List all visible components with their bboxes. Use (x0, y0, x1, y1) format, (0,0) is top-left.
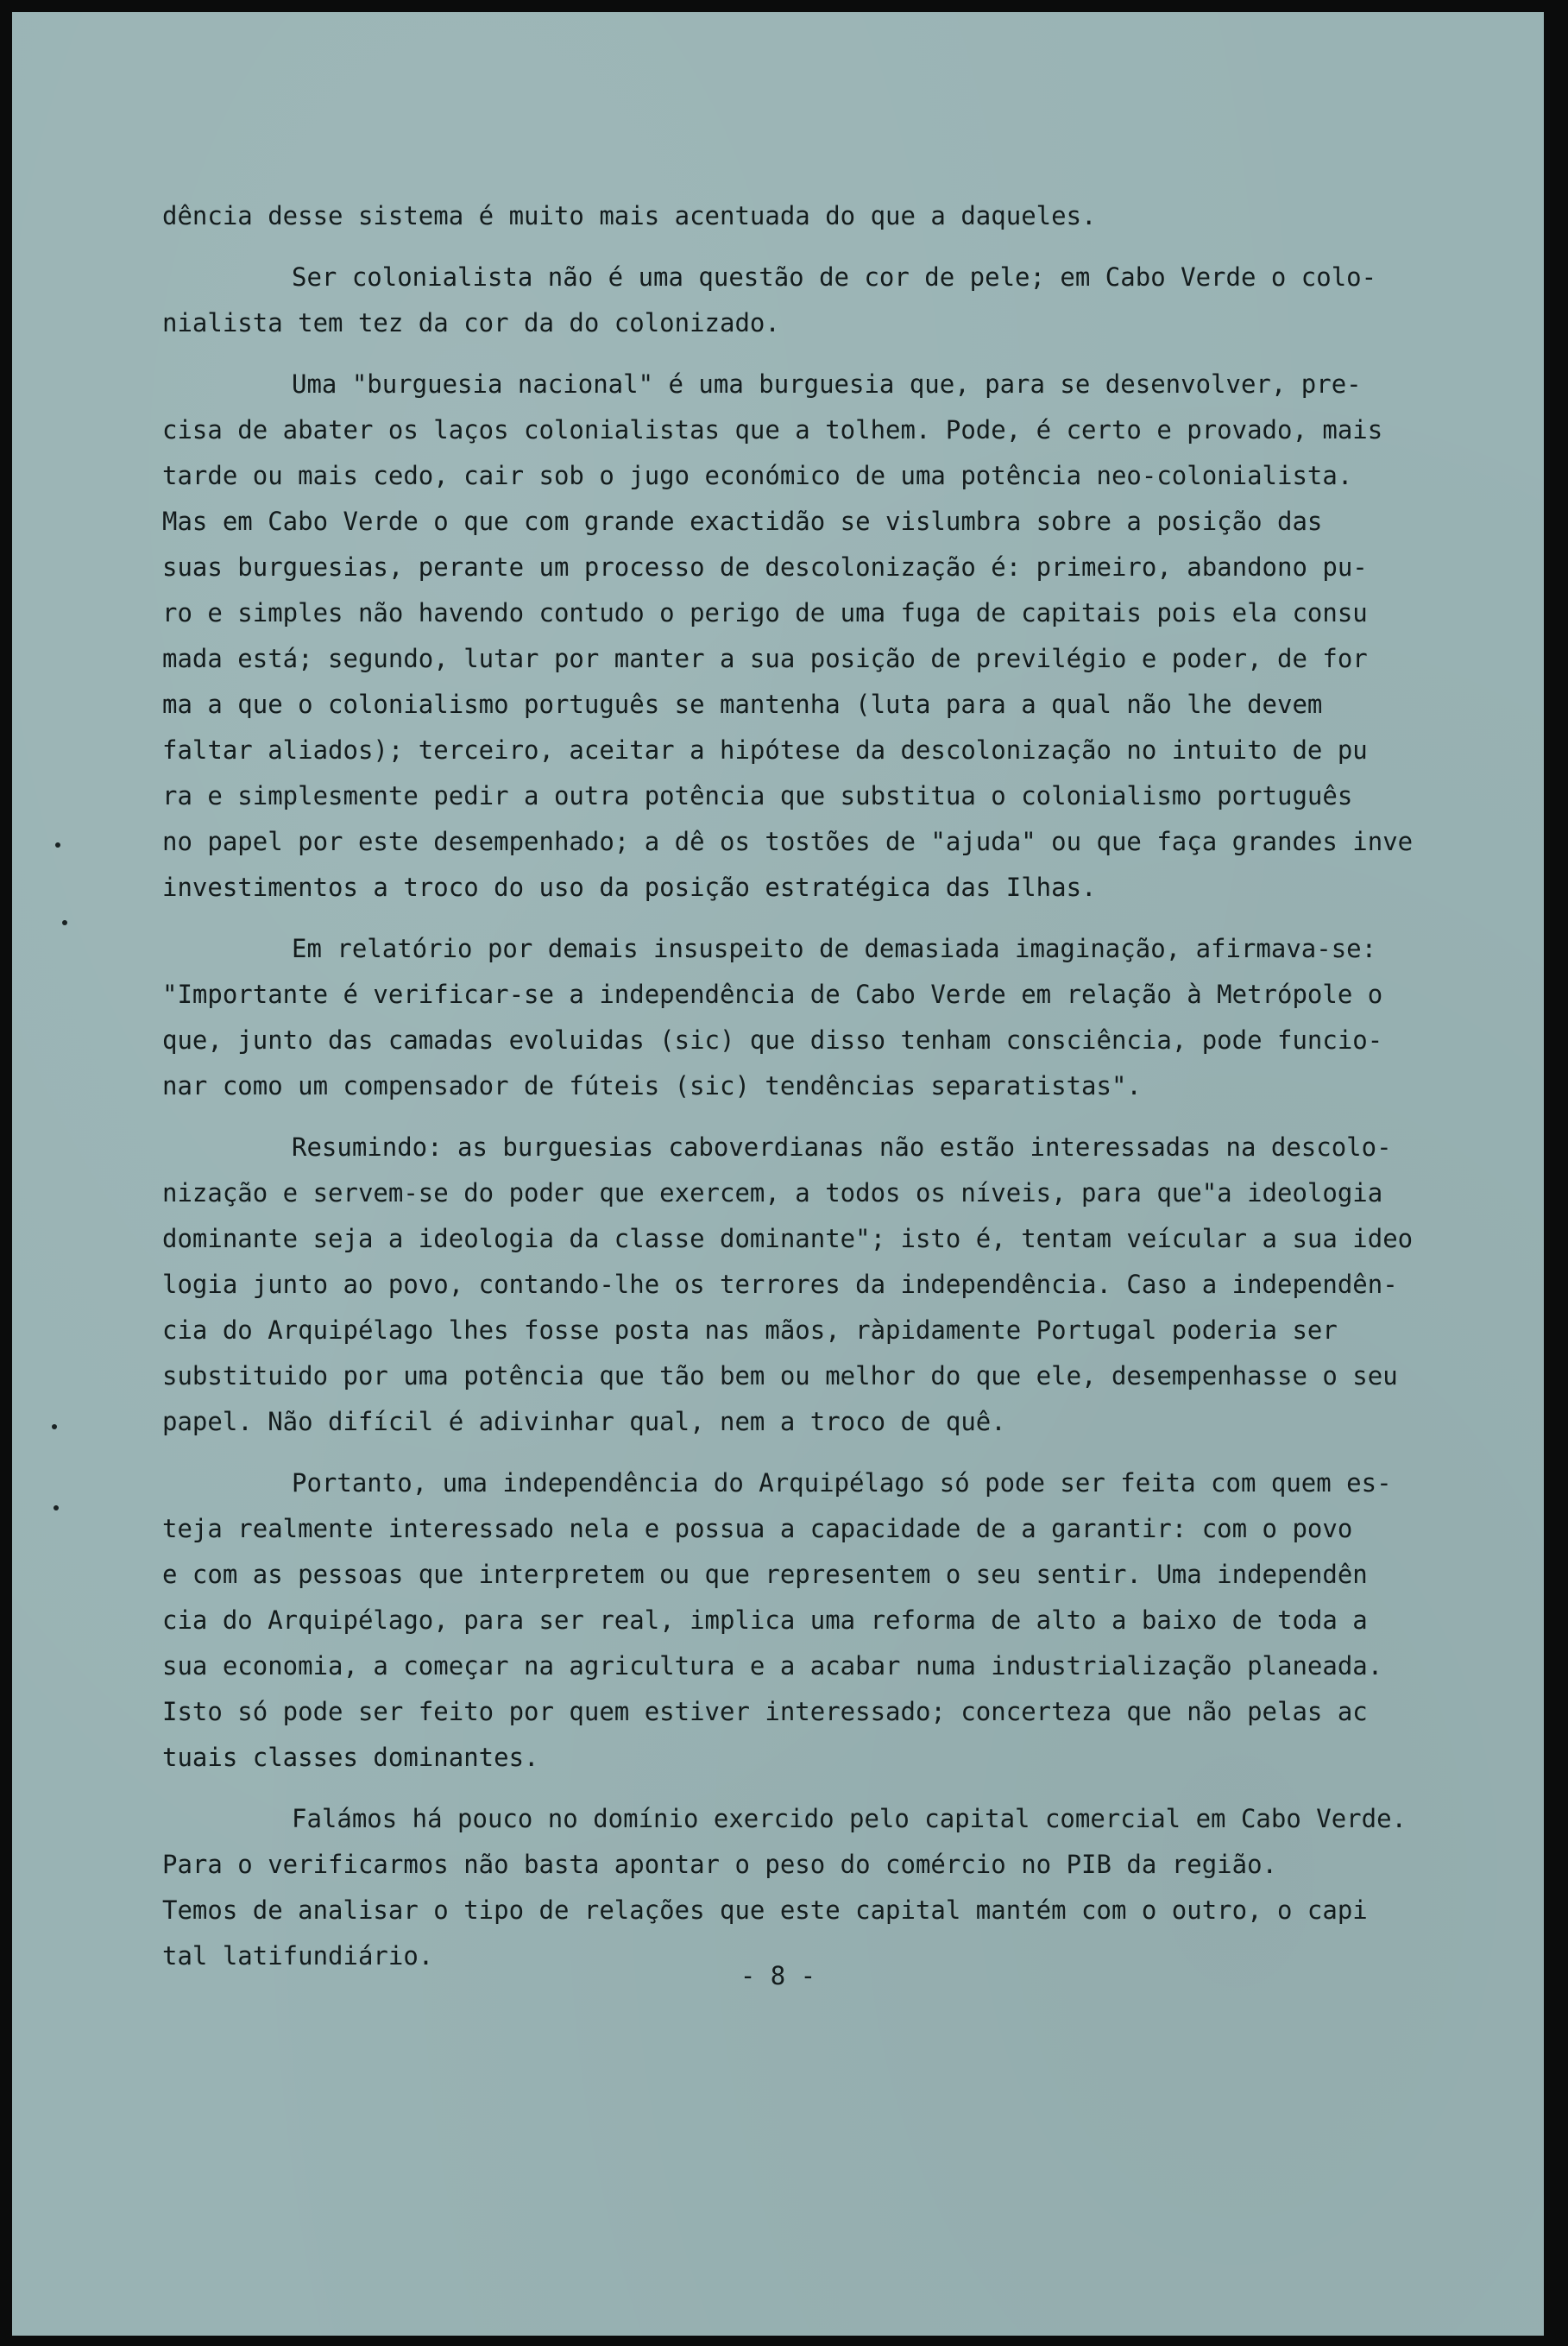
typed-page (12, 12, 1544, 2336)
text-line: cia do Arquipélago lhes fosse posta nas mãos, ràpidamente Portugal poderia ser (162, 1315, 1338, 1345)
margin-speck (55, 842, 60, 848)
margin-speck (62, 920, 67, 925)
text-line: teja realmente interessado nela e possua a capacidade de a garantir: com o povo (162, 1514, 1353, 1543)
text-line: Temos de analisar o tipo de relações que este capital mantém com o outro, o capi (162, 1895, 1368, 1925)
text-line: "Importante é verificar-se a independência de Cabo Verde em relação à Metrópole o (162, 980, 1383, 1009)
text-line: logia junto ao povo, contando-lhe os terrores da independência. Caso a independên- (162, 1270, 1398, 1299)
text-line: Uma "burguesia nacional" é uma burguesia que, para se desenvolver, pre- (292, 369, 1362, 399)
margin-speck (54, 1505, 59, 1510)
text-line: dência desse sistema é muito mais acentuada do que a daqueles. (162, 201, 1097, 230)
text-line: dominante seja a ideologia da classe dominante"; isto é, tentam veícular a sua ideo (162, 1224, 1414, 1253)
text-line: sua economia, a começar na agricultura e a acabar numa industrialização planeada. (162, 1651, 1383, 1681)
text-line: ra e simplesmente pedir a outra potência que substitua o colonialismo português (162, 781, 1353, 810)
text-line: tarde ou mais cedo, cair sob o jugo económico de uma potência neo-colonialista. (162, 461, 1353, 490)
text-line: papel. Não difícil é adivinhar qual, nem a troco de quê. (162, 1407, 1006, 1436)
text-line: tal latifundiário. (162, 1941, 434, 1971)
text-line: Mas em Cabo Verde o que com grande exactidão se vislumbra sobre a posição das (162, 507, 1323, 536)
margin-speck (52, 1424, 57, 1429)
text-line: Em relatório por demais insuspeito de demasiada imaginação, afirmava-se: (292, 934, 1377, 963)
text-line: nização e servem-se do poder que exercem, a todos os níveis, para que"a ideologia (162, 1178, 1383, 1208)
text-line: mada está; segundo, lutar por manter a sua posição de previlégio e poder, de for (162, 644, 1368, 673)
text-line: Resumindo: as burguesias caboverdianas não estão interessadas na descolo- (292, 1132, 1392, 1162)
text-line: faltar aliados); terceiro, aceitar a hipótese da descolonização no intuito de pu (162, 735, 1368, 765)
text-line: Ser colonialista não é uma questão de cor de pele; em Cabo Verde o colo- (292, 262, 1377, 292)
text-line: Para o verificarmos não basta apontar o peso do comércio no PIB da região. (162, 1850, 1278, 1879)
text-line: ma a que o colonialismo português se mantenha (luta para a qual não lhe devem (162, 690, 1323, 719)
text-line: no papel por este desempenhado; a dê os tostões de "ajuda" ou que faça grandes inve (162, 827, 1414, 856)
text-line: cia do Arquipélago, para ser real, implica uma reforma de alto a baixo de toda a (162, 1605, 1368, 1635)
document-body (162, 193, 1457, 1979)
text-line: que, junto das camadas evoluidas (sic) que disso tenham consciência, pode funcio- (162, 1025, 1383, 1055)
text-line: suas burguesias, perante um processo de descolonização é: primeiro, abandono pu- (162, 552, 1368, 582)
text-line: nar como um compensador de fúteis (sic) tendências separatistas". (162, 1071, 1142, 1100)
text-line: Falámos há pouco no domínio exercido pelo capital comercial em Cabo Verde. (292, 1804, 1407, 1833)
text-line: nialista tem tez da cor da do colonizado. (162, 308, 780, 337)
text-line: cisa de abater os laços colonialistas que a tolhem. Pode, é certo e provado, mais (162, 415, 1383, 445)
text-line: substituido por uma potência que tão bem ou melhor do que ele, desempenhasse o seu (162, 1361, 1398, 1391)
page-number: - 8 - (740, 1961, 816, 1990)
text-line: tuais classes dominantes. (162, 1743, 539, 1772)
text-line: Portanto, uma independência do Arquipélago só pode ser feita com quem es- (292, 1468, 1392, 1498)
text-line: Isto só pode ser feito por quem estiver interessado; concerteza que não pelas ac (162, 1697, 1368, 1726)
text-line: e com as pessoas que interpretem ou que representem o seu sentir. Uma independên (162, 1560, 1368, 1589)
text-line: investimentos a troco do uso da posição estratégica das Ilhas. (162, 873, 1097, 902)
text-line: ro e simples não havendo contudo o perigo de uma fuga de capitais pois ela consu (162, 598, 1368, 627)
